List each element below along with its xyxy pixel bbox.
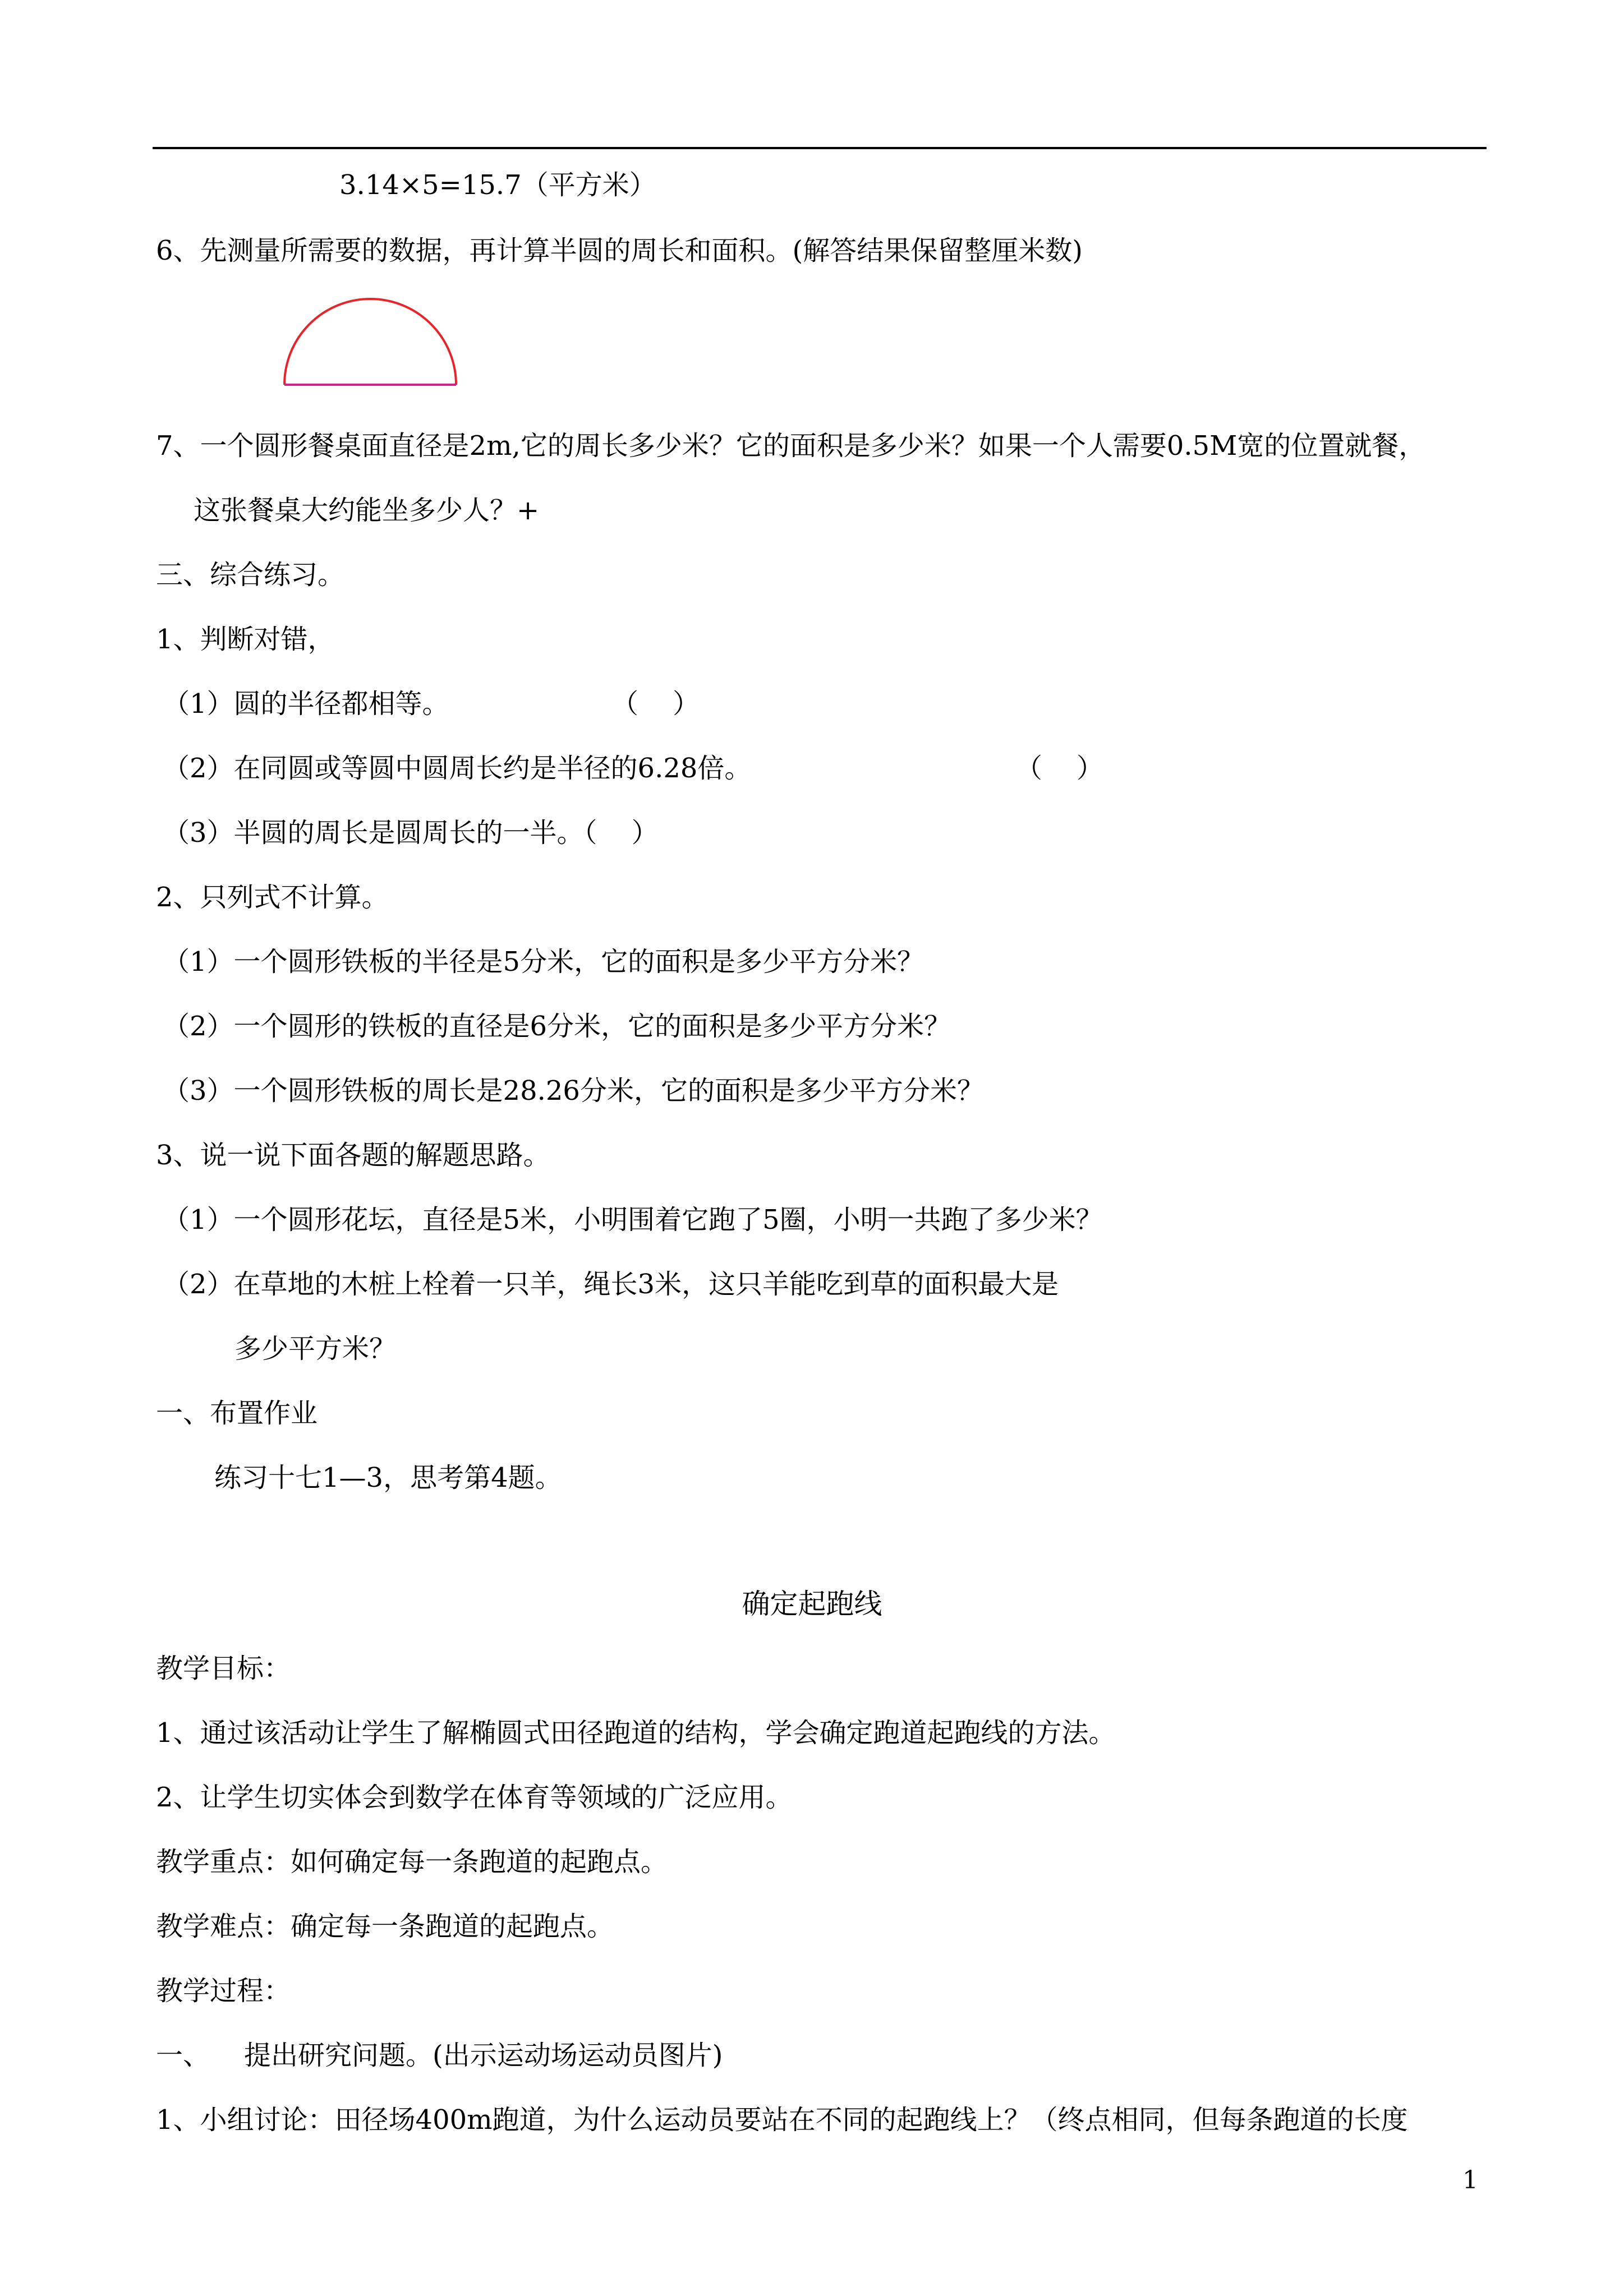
- question-7: 7、一个圆形餐桌面直径是2m,它的周长多少米？它的面积是多少米？如果一个人需要0.5M宽的位置就餐，: [156, 430, 1426, 462]
- process-step-1: 一、 提出研究问题。(出示运动场运动员图片): [156, 2040, 723, 2071]
- discussion-text: 1、小组讨论：田径场400m跑道，为什么运动员要站在不同的起跑线上？（终点相同，但每条跑道的长度: [156, 2104, 1408, 2136]
- judge-item-3: （3）半圆的周长是圆周长的一半。（ ）: [163, 817, 659, 849]
- formula-item-1: （1）一个圆形铁板的半径是5分米，它的面积是多少平方分米？: [163, 946, 924, 978]
- reasoning-item-2: （2）在草地的木桩上栓着一只羊，绳长3米，这只羊能吃到草的面积最大是: [163, 1269, 1059, 1300]
- formula-item-3: （3）一个圆形铁板的周长是28.26分米，它的面积是多少平方分米？: [163, 1075, 984, 1106]
- homework-heading: 一、布置作业: [156, 1398, 318, 1429]
- lesson-title: 确定起跑线: [742, 1588, 882, 1620]
- judge-item-2: （2）在同圆或等圆中圆周长约是半径的6.28倍。: [163, 753, 752, 784]
- answer-line: 3.14×5=15.7（平方米）: [339, 169, 656, 201]
- homework-text: 练习十七1—3，思考第4题。: [214, 1462, 562, 1493]
- judge-item-1-blank: （ ）: [611, 688, 700, 720]
- item-heading: 2、只列式不计算。: [156, 882, 389, 913]
- judge-item-1: （1）圆的半径都相等。: [163, 688, 449, 720]
- reasoning-item-1: （1）一个圆形花坛，直径是5米，小明围着它跑了5圈，小明一共跑了多少米？: [163, 1204, 1103, 1235]
- semicircle-arc: [284, 299, 456, 385]
- formula-item-2: （2）一个圆形的铁板的直径是6分米，它的面积是多少平方分米？: [163, 1011, 951, 1042]
- judge-item-2-blank: （ ）: [1015, 753, 1104, 784]
- semicircle-figure: [275, 292, 466, 393]
- section-heading: 三、综合练习。: [156, 559, 345, 591]
- page-number: 1: [1462, 2166, 1478, 2194]
- difficult-point: 教学难点：确定每一条跑道的起跑点。: [156, 1911, 614, 1942]
- objective-1: 1、通过该活动让学生了解椭圆式田径跑道的结构，学会确定跑道起跑线的方法。: [156, 1717, 1116, 1749]
- question-6: 6、先测量所需要的数据，再计算半圆的周长和面积。(解答结果保留整厘米数): [156, 235, 1083, 266]
- header-rule: [153, 147, 1487, 149]
- process-heading: 教学过程：: [156, 1975, 291, 2007]
- key-point: 教学重点：如何确定每一条跑道的起跑点。: [156, 1846, 668, 1878]
- item-heading: 1、判断对错，: [156, 624, 335, 655]
- question-7-cont: 这张餐桌大约能坐多少人？+: [194, 495, 540, 526]
- reasoning-item-2-cont: 多少平方米？: [234, 1333, 397, 1364]
- objective-2: 2、让学生切实体会到数学在体育等领域的广泛应用。: [156, 1782, 793, 1813]
- item-heading: 3、说一说下面各题的解题思路。: [156, 1140, 550, 1171]
- objectives-heading: 教学目标：: [156, 1653, 291, 1684]
